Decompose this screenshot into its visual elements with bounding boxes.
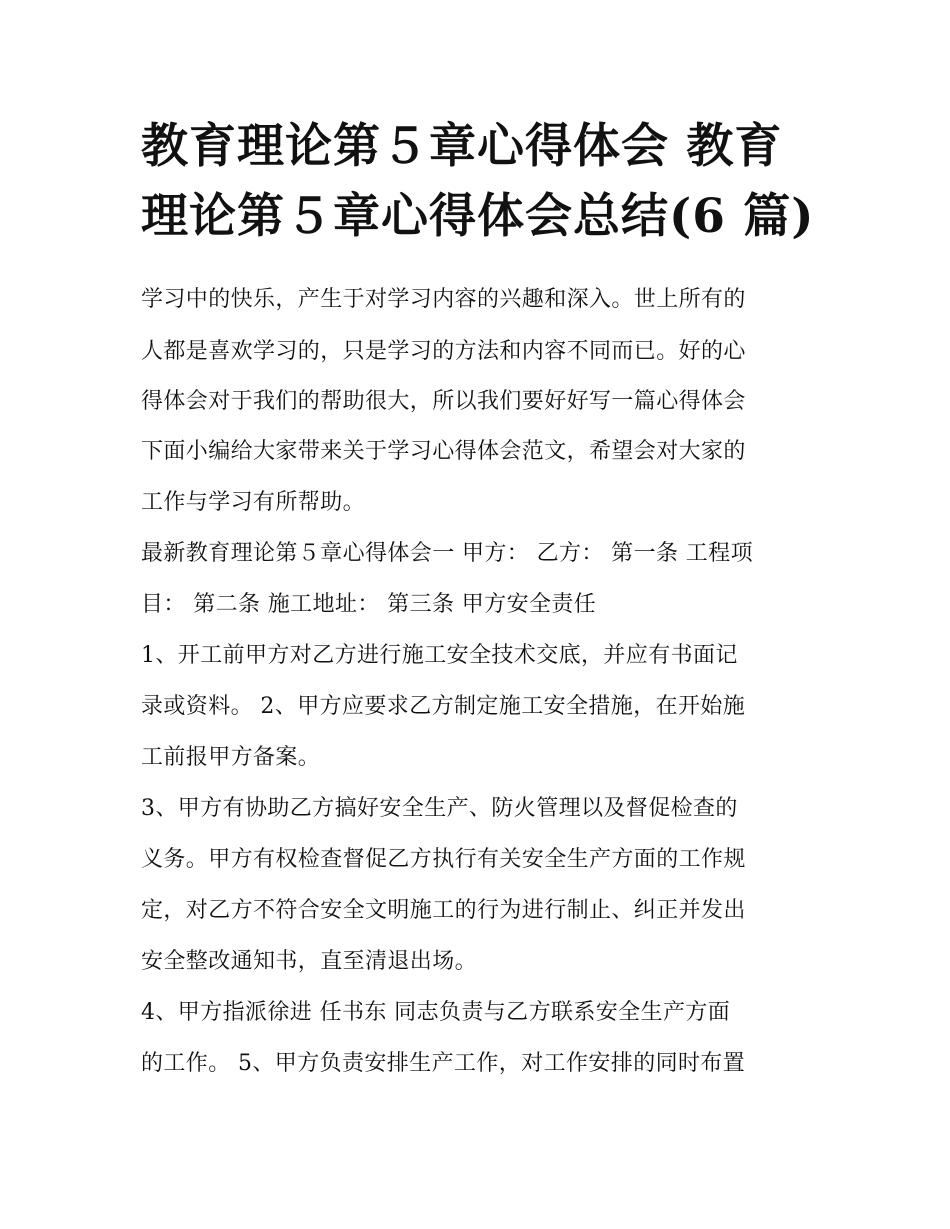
body-line: 的工作。 5、甲方负责安排生产工作，对工作安排的同时布置 [141,1051,746,1076]
body-line: 目： 第二条 施工地址： 第三条 甲方安全责任 [141,592,597,617]
body-line: 得体会对于我们的帮助很大，所以我们要好好写一篇心得体会 [141,389,746,414]
body-line: 最新教育理论第５章心得体会一 甲方： 乙方： 第一条 工程项 [141,541,753,566]
body-line: 人都是喜欢学习的，只是学习的方法和内容不同而已。好的心 [141,339,746,364]
body-line: 义务。甲方有权检查督促乙方执行有关安全生产方面的工作规 [141,847,746,872]
body-line: 4、甲方指派徐进 任书东 同志负责与乙方联系安全生产方面 [141,1000,731,1025]
body-line: 工前报甲方备案。 [141,745,321,770]
body-line: 学习中的快乐，产生于对学习内容的兴趣和深入。世上所有的 [141,287,746,312]
body-line: 下面小编给大家带来关于学习心得体会范文，希望会对大家的 [141,439,746,464]
body-line: 定，对乙方不符合安全文明施工的行为进行制止、纠正并发出 [141,898,746,923]
document-title: 教育理论第５章心得体会 教育 理论第５章心得体会总结(6 篇) [141,119,815,244]
body-line: 3、甲方有协助乙方搞好安全生产、防火管理以及督促检查的 [141,796,738,821]
body-line: 1、开工前甲方对乙方进行施工安全技术交底，并应有书面记 [141,643,738,668]
body-line: 录或资料。 2、甲方应要求乙方制定施工安全措施，在开始施 [141,694,746,719]
body-line: 工作与学习有所帮助。 [141,490,366,515]
body-line: 安全整改通知书，直至清退出场。 [141,949,478,974]
